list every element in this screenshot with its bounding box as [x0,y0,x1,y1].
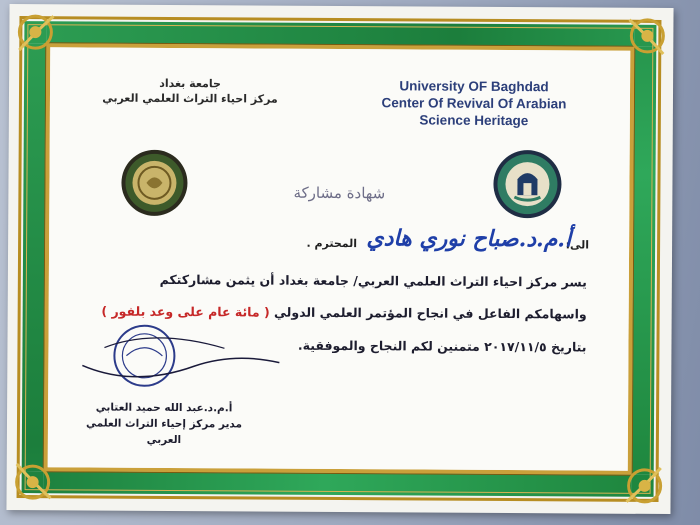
conference-title: ( مائة عام على وعد بلفور ) [101,303,270,320]
certificate-sheet [6,4,673,514]
certificate-content [48,47,631,471]
honorific-text: المحترم . [306,236,358,251]
arabic-center-name: مركز احياء التراث العلمي العربي [102,91,278,106]
signatory-position: مدير مركز إحياء التراث العلمي العربي [85,417,243,447]
english-center-name: Center Of Revival Of Arabian [381,95,567,112]
recipient-name: أ.م.د.صباح نوري هادي [366,225,572,253]
english-institution-header [344,77,604,130]
certificate-title: شهادة مشاركة [293,183,386,203]
signatory-name: أ.م.د.عبد الله حميد العتابي [95,401,233,415]
stamp-signature-icon [74,317,284,398]
arabic-university-name: جامعة بغداد [159,76,221,91]
arabic-institution-header [95,76,285,107]
body-line-3: بتاريخ ٢٠١٧/١١/٥ متمنين لكم النجاح والموفقية. [297,337,587,355]
english-center-name-cont: Science Heritage [419,112,529,129]
signatory-block [74,399,254,448]
body-line-1: يسر مركز احياء التراث العلمي العربي/ جامعة بغداد أن يثمن مشاركتكم [159,271,587,290]
to-label: الى: [565,238,590,252]
english-university-name: University OF Baghdad [399,78,549,95]
body-line-2-text: واسهامكم الفاعل في انجاح المؤتمر العلمي الدولي [274,304,587,322]
center-seal-icon [119,148,189,218]
university-seal-icon [492,147,562,221]
salutation-line [69,223,589,258]
